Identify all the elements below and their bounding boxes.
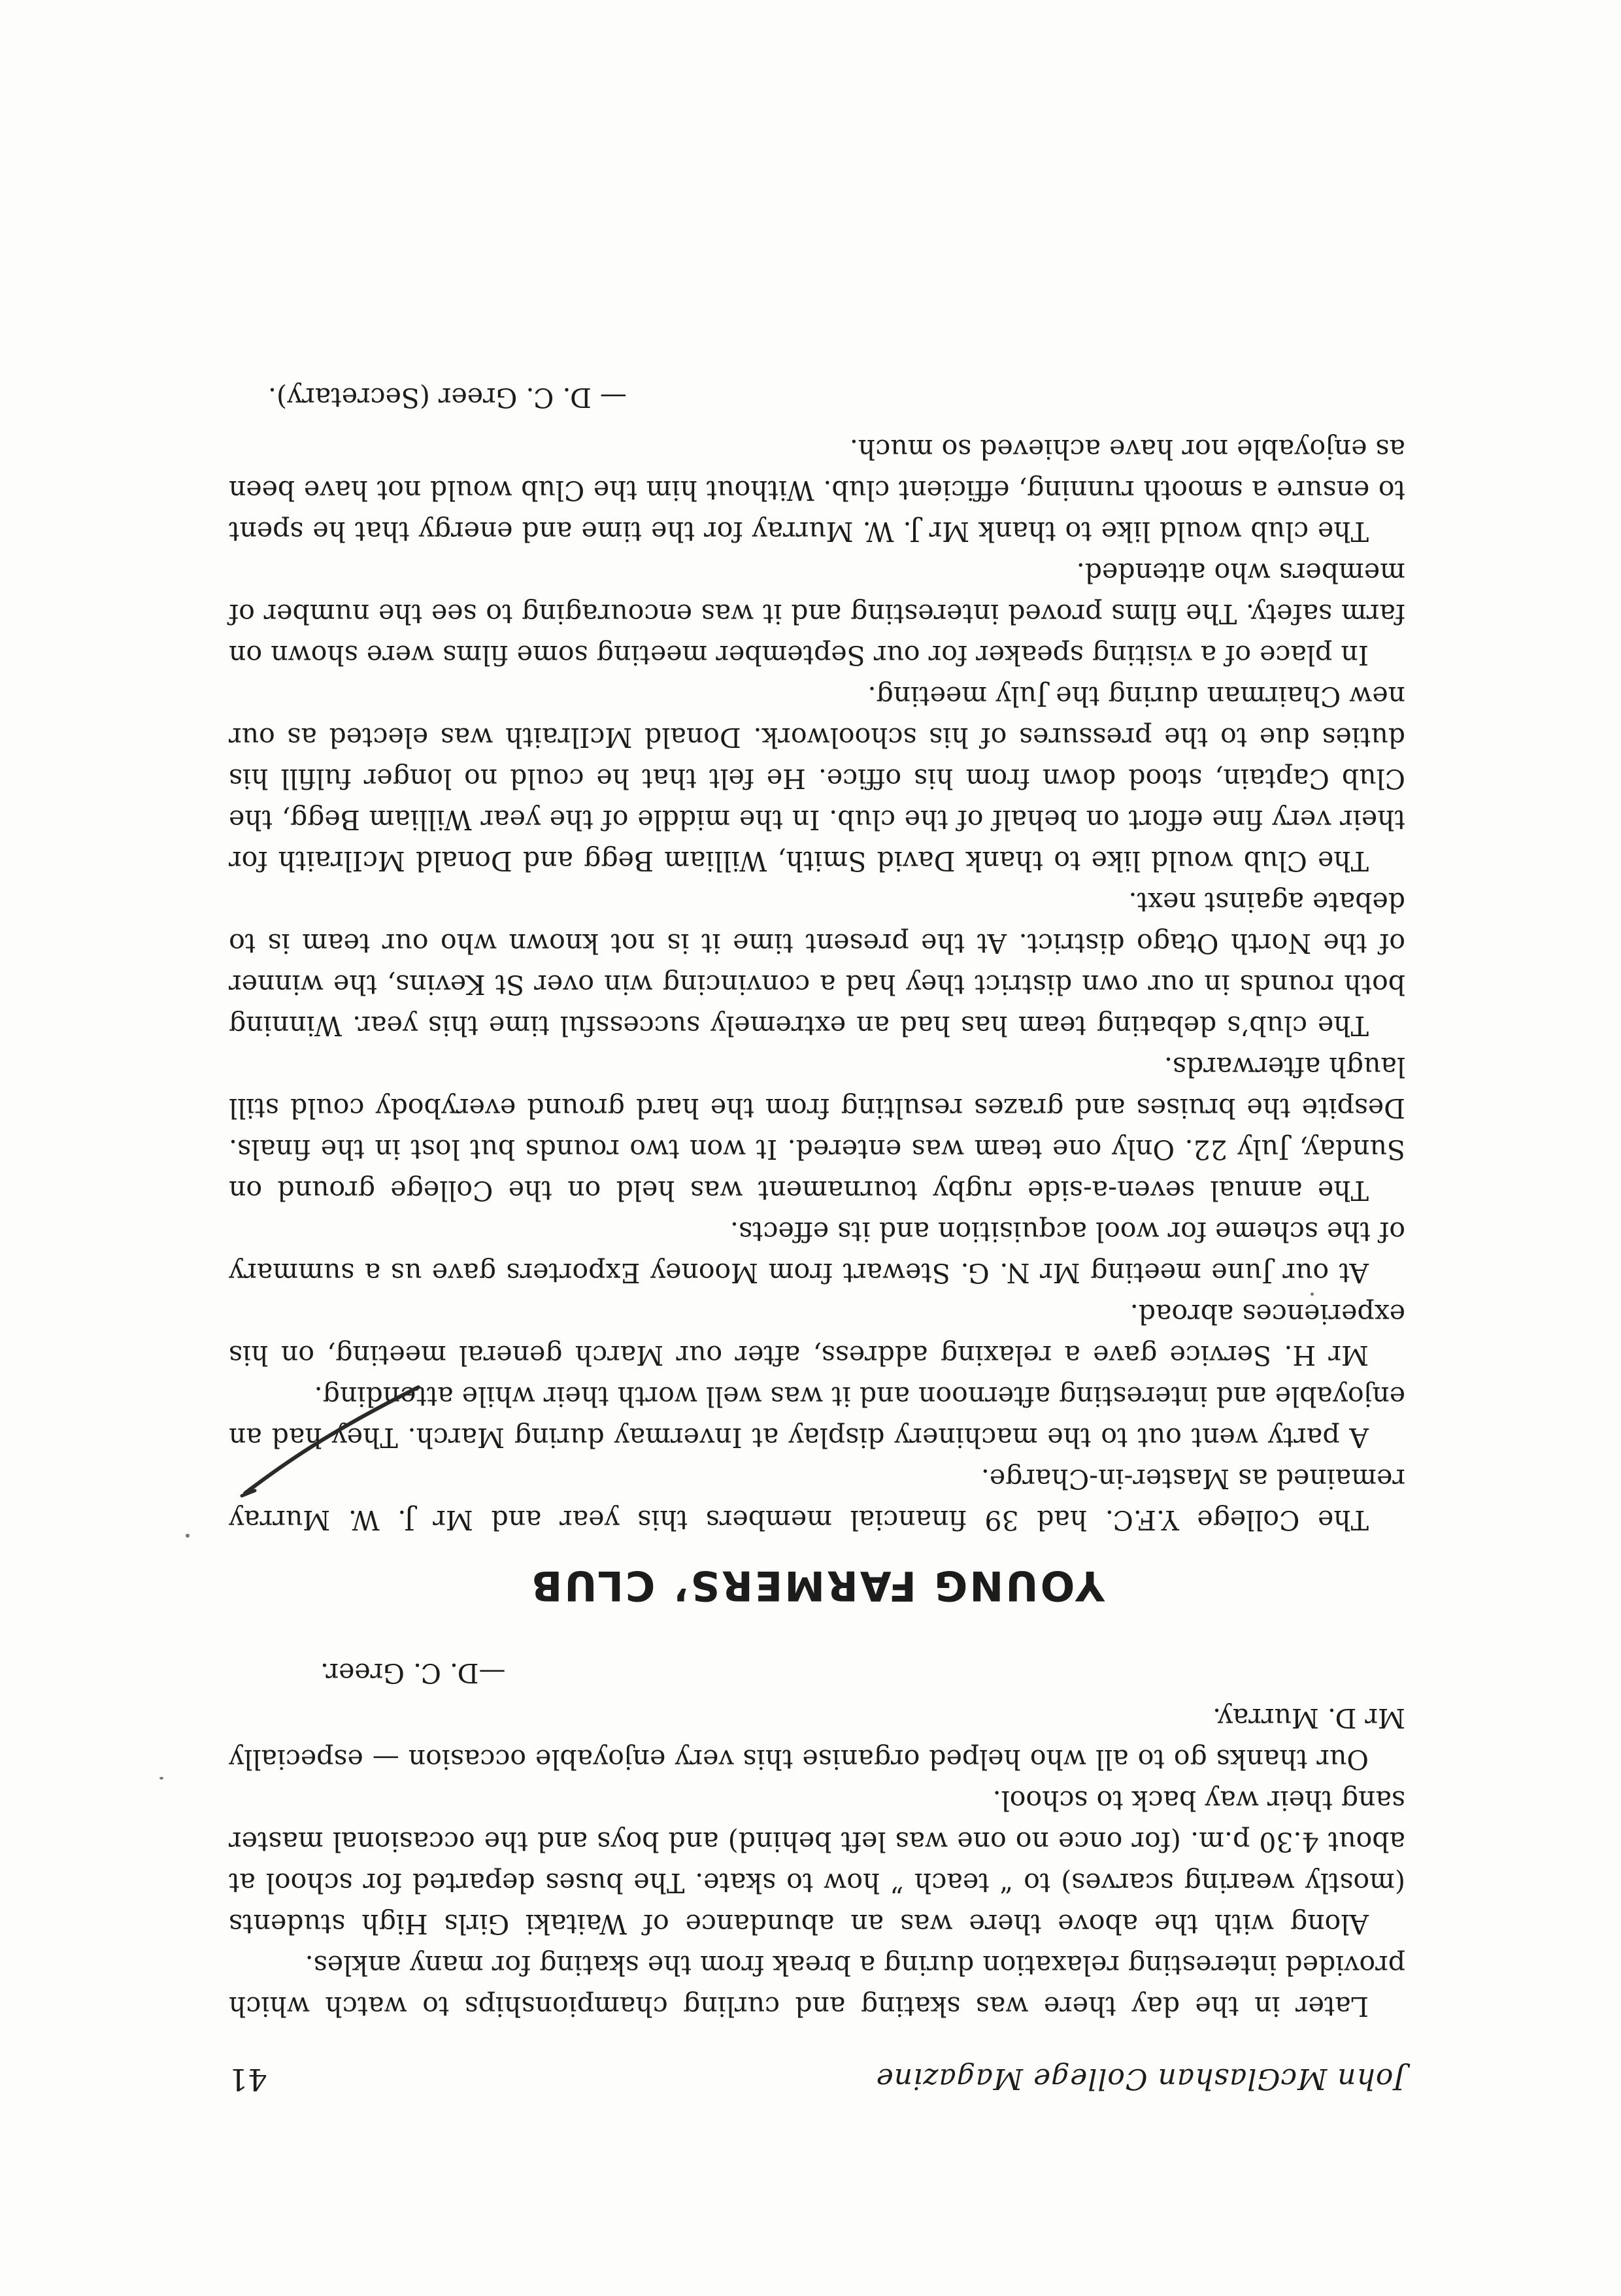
yfc-paragraph-6: The club’s debating team has had an extremely successful time this year. Winning both rounds in our own district they had a convincing win over St Kevins, the winner of the North Otago district. At the present time it is not known who our team is to debate against next. [229,886,1405,1041]
page-content [229,377,1405,2100]
scan-speck [159,1777,163,1780]
skating-signature: —D. C. Greer. [320,1657,506,1689]
yfc-paragraph-1: The College Y.F.C. had 39 financial members this year and Mr J. W. Murray remained as Master-in-Charge. [229,1463,1405,1536]
scan-speck [186,1534,190,1538]
yfc-paragraph-4: At our June meeting Mr N. G. Stewart from Mooney Exporters gave us a summary of the scheme for wool acquisition and its effects. [229,1216,1405,1289]
yfc-paragraph-9: The club would like to thank Mr J. W. Murray for the time and energy that he spent to ensure a smooth running, efficient club. Without him the Club would not have been as enjoyable nor have achieved so much. [229,433,1405,547]
section-heading: YOUNG FARMERS’ CLUB [529,1562,1105,1610]
yfc-paragraph-7: The Club would like to thank David Smith, William Begg and Donald McIlraith for their very fine effort on behalf of the club. In the middle of the year William Begg, the Club Captain, stood down from his office. He felt that he could no longer fulfill his duties due to the pressures of his schoolwork. Donald McIlraith was elected as our new Chairman during the July meeting. [229,681,1405,877]
skating-paragraph-1: Later in the day there was skating and curling championships to watch which provided interesting relaxation during a break from the skating for many ankles. [229,1950,1405,2022]
yfc-signature: — D. C. Greer (Secretary). [268,382,627,413]
young-farmers-article [229,377,1405,1540]
skating-paragraph-3: Our thanks go to all who helped organise this very enjoyable occasion — especially Mr D. Murray. [229,1702,1405,1775]
running-header [229,2058,1405,2100]
yfc-paragraph-2: A party went out to the machinery display at Invermay during March. They had an enjoyable and interesting afternoon and it was well worth their while attending. [229,1381,1405,1453]
page-number: 41 [229,2062,267,2097]
yfc-paragraph-8: In place of a visiting speaker for our September meeting some films were shown on farm safety. The films proved interesting and it was encouraging to see the number of members who attended. [229,557,1405,671]
magazine-title: John McGlashan College Magazine [875,2062,1405,2095]
yfc-paragraph-5: The annual seven-a-side rugby tournament was held on the College ground on Sunday, July 22. Only one team was entered. It won two rounds but lost in the finals. Despite the bruises and grazes resulting from the hard ground everybody could still laugh afterwards. [229,1051,1405,1206]
scan-speck [1311,1292,1314,1296]
pen-stroke-mark [235,1374,431,1505]
yfc-paragraph-3: Mr H. Service gave a relaxing address, after our March general meeting, on his experiences abroad. [229,1298,1405,1371]
skating-article [229,1652,1405,2027]
skating-paragraph-2: Along with the above there was an abundance of Waitaki Girls High students (mostly wearing scarves) to “ teach ” how to skate. The buses departed for school at about 4.30 p.m. (for once no one was left behind) and boys and the occasional master sang their way back to school. [229,1785,1405,1940]
